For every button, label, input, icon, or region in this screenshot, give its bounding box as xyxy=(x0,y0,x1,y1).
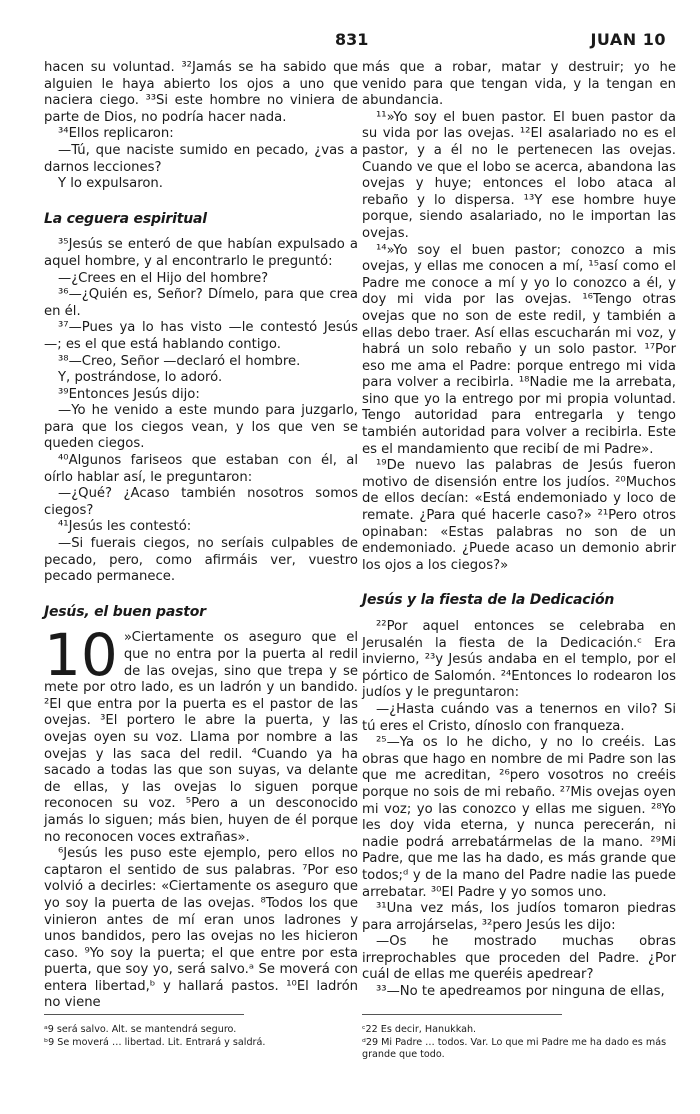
verse-paragraph: —¿Qué? ¿Acaso también nosotros somos ciegos? xyxy=(44,486,358,518)
verse-paragraph: ³⁸—Creo, Señor —declaró el hombre. xyxy=(58,353,301,369)
verse-paragraph: —¿Hasta cuándo vas a tenernos en vilo? Si tú eres el Cristo, dínoslo con franqueza. xyxy=(362,701,676,734)
verse-paragraph: ³¹Una vez más, los judíos tomaron piedras para arrojárselas, ³²pero Jesús les dijo: xyxy=(362,901,676,933)
verse-paragraph: ¹⁹De nuevo las palabras de Jesús fueron motivo de disensión entre los judíos. ²⁰Muchos de ellos decían: «Está endemoniado y loco de remate. ¿Para qué hacerle caso?» ²¹Pero otros opinaban: «Estas palabras no son de un endemoniado. ¿Puede acaso un demonio abrir los ojos a los ciegos?» xyxy=(362,458,676,573)
footnotes-left xyxy=(44,1024,344,1049)
footnote: ᵈ29 Mi Padre … todos. Var. Lo que mi Padre me ha dado es más grande que todo. xyxy=(362,1036,667,1060)
verse-paragraph: ⁴¹Jesús les contestó: xyxy=(58,519,192,535)
verse-paragraph: ³⁴Ellos replicaron: xyxy=(58,126,174,142)
footnote: ᵇ9 Se moverá … libertad. Lit. Entrará y saldrá. xyxy=(44,1036,266,1048)
chapter-opening-text: »Ciertamente os aseguro que el que no entra por la puerta al redil de las ovejas, sino que trepa y se mete por otro lado, es un ladrón y un bandido. ²El que entra por la puerta es el pastor de las ovejas. ³El portero le abre la puerta, y las ovejas oyen su voz. Llama por nombre a las ovejas y las saca del redil. ⁴Cuando ya ha sacado a todas las que son suyas, va delante de ellas, y las ovejas lo siguen porque reconocen su voz. ⁵Pero a un desconocido jamás lo siguen; más bien, huyen de él porque no reconocen voces extrañas». xyxy=(44,630,358,845)
running-head: JUAN 10 xyxy=(590,30,666,49)
verse-paragraph: ³³—No te apedreamos por ninguna de ellas, xyxy=(376,984,665,1000)
verse-paragraph: —Tú, que naciste sumido en pecado, ¿vas a darnos lecciones? xyxy=(44,142,358,175)
verse-paragraph: ⁶Jesús les puso este ejemplo, pero ellos no captaron el sentido de sus palabras. ⁷Por eso volvió a decirles: «Ciertamente os aseguro que yo soy la puerta de las ovejas. ⁸Todos los que vinieron antes de mí eran unos ladrones y unos bandidos, pero las ovejas no les hicieron caso. ⁹Yo soy la puerta; el que entre por esta puerta, que soy yo, será salvo.ᵃ Se moverá con entera libertad,ᵇ y hallará pastos. ¹⁰El ladrón no viene xyxy=(44,846,358,1011)
verse-paragraph: —Os he mostrado muchas obras irreprochables que proceden del Padre. ¿Por cuál de ellas me queréis apedrear? xyxy=(362,934,676,983)
section-heading: La ceguera espiritual xyxy=(44,210,207,227)
right-column xyxy=(362,60,676,1001)
verse-paragraph: ²²Por aquel entonces se celebraba en Jerusalén la fiesta de la Dedicación.ᶜ Era invierno, ²³y Jesús andaba en el templo, por el pórtico de Salomón. ²⁴Entonces lo rodearon los judíos y le preguntaron: xyxy=(362,619,676,701)
verse-paragraph: ¹⁴»Yo soy el buen pastor; conozco a mis ovejas, y ellas me conocen a mí, ¹⁵así como el Padre me conoce a mí y yo lo conozco a él, y doy mi vida por las ovejas. ¹⁶Tengo otras ovejas que no son de este redil, y también a ellas debo traer. Así ellas escucharán mi voz, y habrá un solo rebaño y un solo pastor. ¹⁷Por eso me ama el Padre: porque entrego mi vida para volver a recibirla. ¹⁸Nadie me la arrebata, sino que yo la entrego por mi propia voluntad. Tengo autoridad para entregarla y tengo también autoridad para volver a recibirla. Este es el mandamiento que recibí de mi Padre». xyxy=(362,242,676,457)
verse-paragraph: —Si fuerais ciegos, no seríais culpables de pecado, pero, como afirmáis ver, vuestro pecado permanece. xyxy=(44,536,358,585)
chapter-opening-paragraph xyxy=(44,621,358,846)
footnote-divider-left xyxy=(44,1014,244,1015)
verse-paragraph: —Yo he venido a este mundo para juzgarlo, para que los ciegos vean, y los que ven se queden ciegos. xyxy=(44,403,358,452)
verse-paragraph: más que a robar, matar y destruir; yo he venido para que tengan vida, y la tengan en abundancia. xyxy=(362,60,676,109)
section-heading: Jesús y la fiesta de la Dedicación xyxy=(362,592,615,609)
verse-paragraph: hacen su voluntad. ³²Jamás se ha sabido que alguien le haya abierto los ojos a uno que naciera ciego. ³³Si este hombre no viniera de parte de Dios, no podría hacer nada. xyxy=(44,60,358,125)
verse-paragraph: ³⁷—Pues ya lo has visto —le contestó Jesús—; es el que está hablando contigo. xyxy=(44,320,358,352)
verse-paragraph: ¹¹»Yo soy el buen pastor. El buen pastor da su vida por las ovejas. ¹²El asalariado no es el pastor, y a él no le pertenecen las ovejas. Cuando ve que el lobo se acerca, abandona las ovejas y huye; entonces el lobo ataca al rebaño y lo dispersa. ¹³Y ese hombre huye porque, siendo asalariado, no le importan las ovejas. xyxy=(362,109,676,241)
left-column xyxy=(44,60,358,1012)
verse-paragraph: ⁴⁰Algunos fariseos que estaban con él, al oírlo hablar así, le preguntaron: xyxy=(44,453,358,485)
verse-paragraph: Y lo expulsaron. xyxy=(58,176,163,192)
verse-paragraph: ³⁶—¿Quién es, Señor? Dímelo, para que crea en él. xyxy=(44,287,358,319)
section-heading: Jesús, el buen pastor xyxy=(44,603,206,620)
chapter-number: 10 xyxy=(44,621,118,690)
footnote-divider-right xyxy=(362,1014,562,1015)
verse-paragraph: ³⁵Jesús se enteró de que habían expulsado a aquel hombre, y al encontrarlo le preguntó: xyxy=(44,237,358,269)
footnotes-right xyxy=(362,1024,676,1062)
footnote: ᶜ22 Es decir, Hanukkah. xyxy=(362,1024,477,1035)
verse-paragraph: —¿Crees en el Hijo del hombre? xyxy=(58,270,269,286)
page-number: 831 xyxy=(335,30,369,49)
verse-paragraph: Y, postrándose, lo adoró. xyxy=(58,370,223,386)
verse-paragraph: ³⁹Entonces Jesús dijo: xyxy=(58,386,200,402)
verse-paragraph: ²⁵—Ya os lo he dicho, y no lo creéis. Las obras que hago en nombre de mi Padre son las que me acreditan, ²⁶pero vosotros no creéis porque no sois de mi rebaño. ²⁷Mis ovejas oyen mi voz; yo las conozco y ellas me siguen. ²⁸Yo les doy vida eterna, y nunca perecerán, ni nadie podrá arrebatármelas de la mano. ²⁹Mi Padre, que me las ha dado, es más grande que todos;ᵈ y de la mano del Padre nadie las puede arrebatar. ³⁰El Padre y yo somos uno. xyxy=(362,735,676,900)
footnote: ᵃ9 será salvo. Alt. se mantendrá seguro. xyxy=(44,1024,237,1035)
